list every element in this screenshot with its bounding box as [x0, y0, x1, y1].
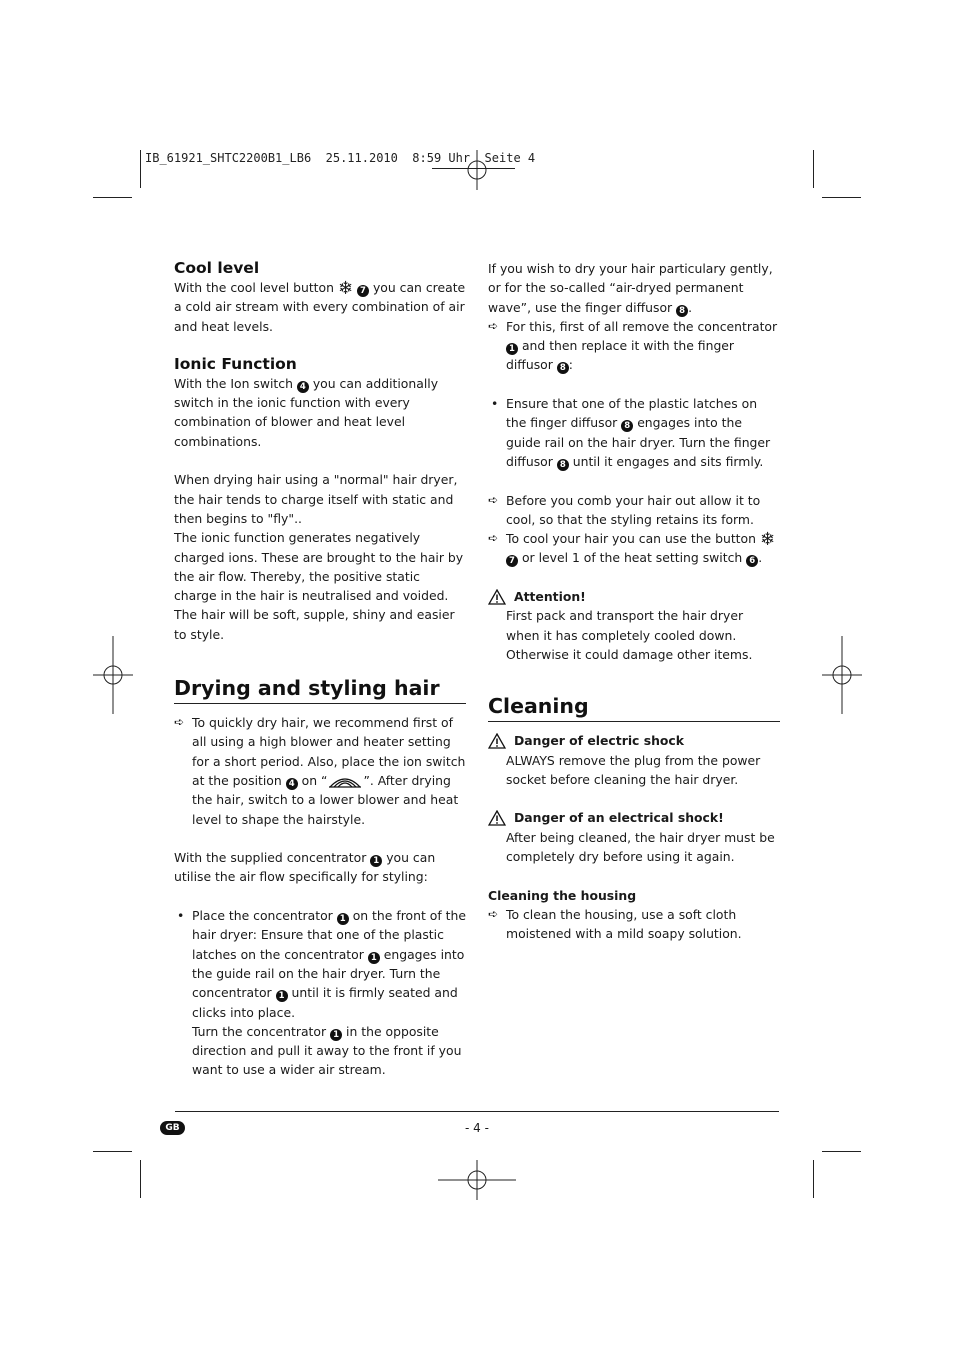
number-badge: 8: [557, 362, 569, 374]
warning-heading: Danger of an electrical shock!: [488, 808, 780, 827]
cool-level-heading: Cool level: [174, 259, 260, 277]
arrow-step: ➪ For this, first of all remove the concentrator 1 and then replace it with the finger diffusor 8 :: [488, 318, 778, 374]
registration-mark: [822, 636, 862, 714]
number-badge: 1: [276, 990, 288, 1002]
arrow-step: ➪ To quickly dry hair, we recommend first of all using a high blower and heater setting for a short period. Also, place the ion switch at the position 4 on “ ”. After drying the hair, switch to a lower blower and heat level to shape the hairstyle.: [174, 715, 466, 827]
arrow-right-icon: ➪: [488, 318, 499, 333]
left-column: [174, 258, 466, 1080]
warning-triangle-icon: [488, 810, 506, 826]
number-badge: 7: [357, 285, 369, 297]
page-number: - 4 -: [465, 1121, 489, 1135]
warning-text: ALWAYS remove the plug from the power socket before cleaning the hair dryer.: [506, 752, 761, 787]
language-badge: GB: [160, 1121, 185, 1135]
crop-mark: [813, 1160, 814, 1198]
footer-rule: [175, 1111, 779, 1112]
arrow-step: ➪ To clean the housing, use a soft cloth moistened with a mild soapy solution.: [488, 906, 742, 942]
snowflake-icon: ❄: [759, 529, 776, 551]
number-badge: 1: [330, 1029, 342, 1041]
snowflake-icon: ❄: [337, 278, 354, 299]
crop-mark: [93, 1151, 132, 1152]
print-info-line: IB_61921_SHTC2200B1_LB6 25.11.2010 8:59 Uhr Seite 4: [145, 151, 536, 165]
number-badge: 1: [370, 855, 382, 867]
warning-text: After being cleaned, the hair dryer must be completely dry before using it again.: [506, 829, 775, 865]
cleaning-heading: Cleaning: [488, 693, 780, 722]
right-column: [488, 259, 780, 944]
drying-styling-heading: Drying and styling hair: [174, 675, 466, 704]
arrow-right-icon: ➪: [488, 492, 499, 507]
arrow-step: ➪ To cool your hair you can use the button ❄ 7 or level 1 of the heat setting switch 6 .: [488, 529, 776, 567]
crop-mark: [140, 150, 141, 188]
arrow-right-icon: ➪: [174, 715, 185, 730]
crop-mark: [140, 1160, 141, 1198]
crop-mark: [813, 150, 814, 188]
crop-mark: [822, 1151, 861, 1152]
number-badge: 7: [506, 555, 518, 567]
number-badge: 6: [746, 555, 758, 567]
arrow-right-icon: ➪: [488, 906, 499, 921]
bullet-icon: •: [491, 396, 499, 412]
number-badge: 8: [621, 420, 633, 432]
ionic-function-heading: Ionic Function: [174, 354, 297, 373]
cleaning-housing-heading: Cleaning the housing: [488, 887, 637, 903]
diffusor-intro: If you wish to dry your hair particulary gently, or for the so-called “air-dryed permanent wave”, use the finger diffusor 8 .: [488, 261, 773, 316]
registration-mark: [93, 636, 133, 714]
warning-triangle-icon: [488, 589, 506, 605]
arrow-right-icon: ➪: [488, 531, 499, 546]
concentrator-intro: With the supplied concentrator 1 you can utilise the air flow specifically for styling:: [174, 850, 436, 885]
ionic-explanation-text: The ionic function generates negatively charged ions. These are brought to the hair by the air flow. Thereby, the positive static charge in the hair is neutralised and voided. The hair will be soft, supple, shiny and easier to style.: [174, 530, 464, 642]
warning-heading: Danger of electric shock: [488, 731, 780, 750]
registration-mark: [438, 150, 516, 190]
attention-text: First pack and transport the hair dryer when it has completely cooled down. Otherwise it could damage other items.: [506, 608, 753, 662]
ionic-text: With the Ion switch 4 you can additionally switch in the ionic function with every combination of blower and heat level combinations.: [174, 375, 439, 449]
number-badge: 4: [297, 381, 309, 393]
number-badge: 4: [286, 778, 298, 790]
number-badge: 1: [337, 913, 349, 925]
number-badge: 8: [676, 305, 688, 317]
number-badge: 1: [368, 952, 380, 964]
ionic-normal-dryer-text: When drying hair using a "normal" hair dryer, the hair tends to charge itself with static and then begins to "fly"..: [174, 472, 458, 526]
warning-triangle-icon: [488, 733, 506, 749]
bullet-icon: •: [177, 908, 185, 924]
cool-level-text: With the cool level button ❄ 7 you can create a cold air stream with every combination of air and heat levels.: [174, 278, 466, 334]
number-badge: 1: [506, 343, 518, 355]
bullet-step: • Ensure that one of the plastic latches on the finger diffusor 8 engages into the guide rail on the hair dryer. Turn the finger diffusor 8 until it engages and sits firmly.: [491, 396, 771, 470]
crop-mark: [822, 197, 861, 198]
attention-heading: Attention!: [488, 587, 780, 606]
ion-waves-icon: [327, 774, 363, 788]
crop-mark: [93, 197, 132, 198]
registration-mark: [438, 1160, 516, 1200]
number-badge: 8: [557, 459, 569, 471]
bullet-step: • Place the concentrator 1 on the front of the hair dryer: Ensure that one of the plastic latches on the concentrator 1 engages into the guide rail on the hair dryer. Turn the concentrator 1 until it is firmly seated and clicks into place. Turn the concentrator 1 in the opposite direction and pull it away to the front if you want to use a wider air stream.: [177, 908, 466, 1078]
arrow-step: ➪ Before you comb your hair out allow it to cool, so that the styling retains its form.: [488, 492, 761, 527]
